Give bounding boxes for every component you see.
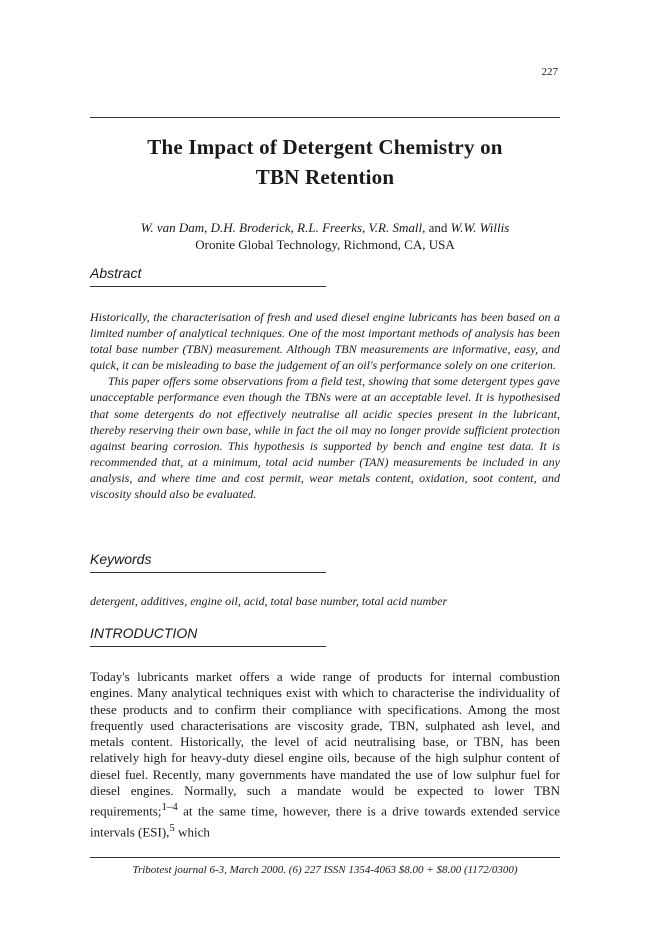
author-list: [70, 219, 580, 236]
page-number: 227: [541, 66, 558, 78]
intro-text-part-3: which: [174, 824, 210, 840]
intro-text-part-1: Today's lubricants market offers a wide range of products for internal combustion engines. Many analytical techniques exist with which to characterise the individuality of these products and to confirm their compliance with specifications. Among the most frequently used characterisations are viscosity grade, TBN, sulphated ash level, and metals content. Historically, the level of acid neutralising base, or TBN, has been relatively high for heavy-duty diesel engine oils, because of the high sulphur content of diesel fuel. Recently, many governments have mandated the use of low sulphur fuel for diesel engines. Normally, such a mandate would be expected to lower TBN requirements;: [90, 669, 560, 819]
keywords-heading: Keywords: [90, 551, 152, 567]
footer-rule: [90, 857, 560, 858]
abstract-body: [90, 309, 560, 502]
introduction-paragraph: [90, 669, 560, 841]
author-block: [70, 219, 580, 253]
abstract-heading: Abstract: [90, 265, 142, 281]
abstract-heading-rule: [90, 286, 326, 287]
abstract-paragraph-1: Historically, the characterisation of fresh and used diesel engine lubricants has been based on a limited number of analytical techniques. One of the most important methods of analysis has been total base number (TBN) measurement. Although TBN measurements are informative, easy, and quick, it can be misleading to base the judgement of an oil's performance solely on one criterion.: [90, 310, 560, 373]
author-names: W. van Dam, D.H. Broderick, R.L. Freerks, V.R. Small,: [140, 220, 426, 235]
introduction-heading: INTRODUCTION: [90, 625, 198, 641]
author-conjunction: and: [428, 220, 448, 235]
journal-footer: Tribotest journal 6-3, March 2000. (6) 227 ISSN 1354-4063 $8.00 + $8.00 (1172/0300): [132, 864, 518, 876]
keywords-heading-rule: [90, 572, 326, 573]
keywords-list: detergent, additives, engine oil, acid, total base number, total acid number: [90, 594, 448, 608]
intro-text-part-2: at the same time, however, there is a drive towards extended service intervals (ESI),: [90, 803, 560, 840]
paper-title: [70, 132, 580, 192]
affiliation: Oronite Global Technology, Richmond, CA, USA: [195, 237, 455, 252]
citation-1-4: 1–4: [161, 801, 178, 814]
title-line-1: The Impact of Detergent Chemistry on: [147, 135, 503, 159]
citation-5: 5: [169, 822, 175, 834]
header-rule: [90, 117, 560, 118]
introduction-heading-rule: [90, 646, 326, 647]
abstract-paragraph-2: This paper offers some observations from a field test, showing that some detergent types gave unacceptable performance even though the TBNs were at an acceptable level. It is hypothesised that some detergents do not effectively neutralise all acidic species present in the lubricant, thereby reserving their own base, while in fact the oil may no longer provide sufficient protection against bearing corrosion. This hypothesis is supported by bench and engine test data. It is recommended that, at a minimum, total acid number (TAN) measurements be included in any analysis, and where time and cost permit, wear metals content, oxidation, soot content, and viscosity should also be evaluated.: [90, 374, 560, 502]
author-last: W.W. Willis: [450, 220, 510, 235]
title-line-2: TBN Retention: [255, 165, 395, 189]
